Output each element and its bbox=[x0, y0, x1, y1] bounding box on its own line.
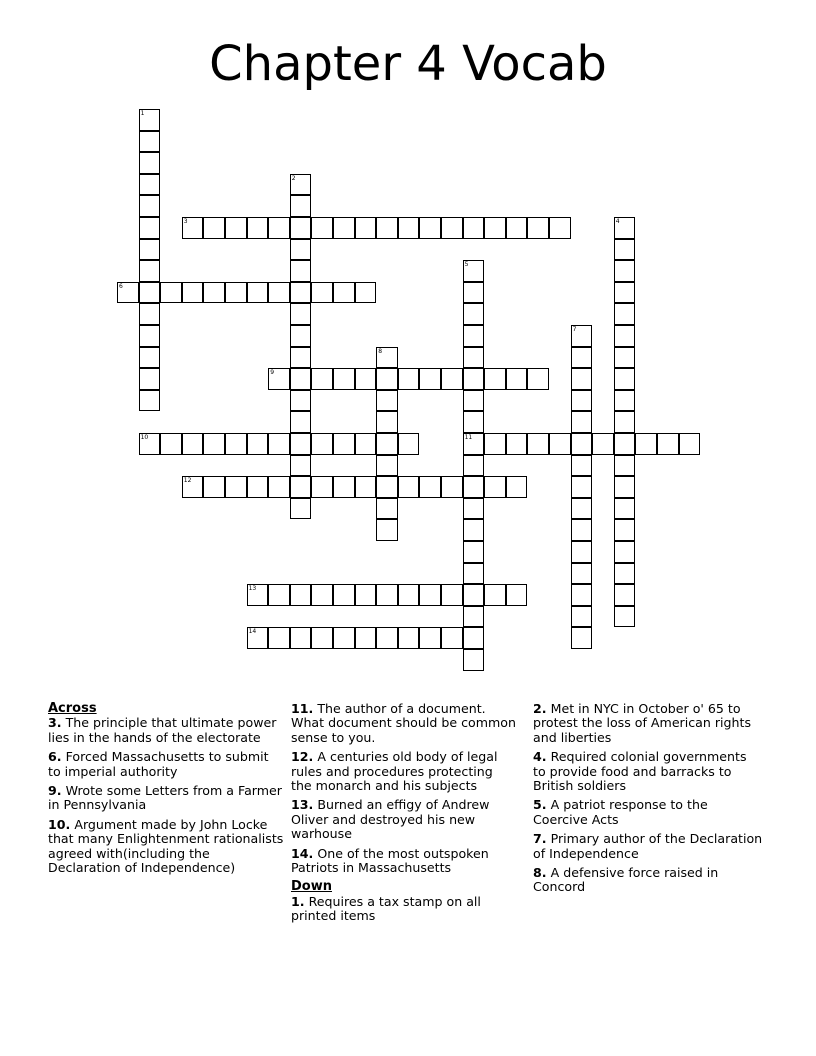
grid-cell[interactable] bbox=[139, 368, 161, 390]
clue-item bbox=[533, 750, 763, 793]
clue-item bbox=[48, 784, 284, 813]
grid-cell[interactable] bbox=[355, 584, 377, 606]
grid-cell[interactable] bbox=[614, 260, 636, 282]
grid-cell[interactable] bbox=[463, 390, 485, 412]
grid-cell[interactable] bbox=[247, 217, 269, 239]
grid-cell[interactable] bbox=[203, 433, 225, 455]
clue-text: Primary author of the Declaration of Independence bbox=[533, 831, 763, 861]
clue-item bbox=[48, 750, 284, 779]
clue-text: Burned an effigy of Andrew Oliver and destroyed his new warhouse bbox=[291, 797, 490, 842]
grid-cell[interactable] bbox=[398, 476, 420, 498]
grid-cell[interactable] bbox=[614, 325, 636, 347]
cell-number: 4 bbox=[615, 218, 620, 225]
grid-cell[interactable] bbox=[247, 433, 269, 455]
grid-cell[interactable] bbox=[419, 217, 441, 239]
grid-cell[interactable] bbox=[484, 368, 506, 390]
grid-cell[interactable] bbox=[614, 541, 636, 563]
grid-cell[interactable] bbox=[311, 476, 333, 498]
grid-cell[interactable] bbox=[614, 282, 636, 304]
grid-cell[interactable] bbox=[290, 584, 312, 606]
grid-cell[interactable] bbox=[571, 455, 593, 477]
clue-item bbox=[291, 798, 517, 841]
grid-cell[interactable] bbox=[571, 606, 593, 628]
grid-cell[interactable] bbox=[571, 627, 593, 649]
grid-cell[interactable] bbox=[614, 455, 636, 477]
grid-cell[interactable] bbox=[571, 563, 593, 585]
grid-cell[interactable] bbox=[506, 368, 528, 390]
grid-cell[interactable] bbox=[571, 498, 593, 520]
grid-cell[interactable] bbox=[139, 195, 161, 217]
grid-cell[interactable] bbox=[376, 455, 398, 477]
grid-cell[interactable] bbox=[290, 282, 312, 304]
grid-cell[interactable] bbox=[160, 433, 182, 455]
grid-cell[interactable] bbox=[355, 627, 377, 649]
grid-cell[interactable] bbox=[463, 303, 485, 325]
grid-cell[interactable] bbox=[527, 217, 549, 239]
grid-cell[interactable] bbox=[441, 584, 463, 606]
grid-cell[interactable] bbox=[614, 390, 636, 412]
grid-cell[interactable] bbox=[376, 584, 398, 606]
grid-cell[interactable] bbox=[398, 368, 420, 390]
clue-text: A defensive force raised in Concord bbox=[533, 865, 719, 895]
clue-item bbox=[291, 847, 517, 876]
clue-number: 5. bbox=[533, 797, 547, 813]
grid-cell[interactable] bbox=[679, 433, 701, 455]
grid-cell[interactable] bbox=[311, 584, 333, 606]
grid-cell[interactable] bbox=[614, 606, 636, 628]
grid-cell[interactable] bbox=[139, 239, 161, 261]
cell-number: 5 bbox=[464, 261, 469, 269]
grid-cell[interactable] bbox=[463, 411, 485, 433]
grid-cell[interactable] bbox=[139, 303, 161, 325]
clue-text: Met in NYC in October o' 65 to protest the loss of American rights and liberties bbox=[533, 701, 752, 745]
grid-cell[interactable] bbox=[311, 433, 333, 455]
grid-cell[interactable] bbox=[225, 217, 247, 239]
grid-cell[interactable] bbox=[290, 347, 312, 369]
clue-item bbox=[533, 798, 763, 827]
grid-cell[interactable] bbox=[290, 303, 312, 325]
cell-number: 10 bbox=[140, 434, 149, 441]
clue-number: 14. bbox=[291, 845, 314, 861]
grid-cell[interactable] bbox=[571, 347, 593, 369]
grid-cell[interactable] bbox=[484, 433, 506, 455]
grid-cell[interactable] bbox=[506, 433, 528, 455]
grid-cell[interactable] bbox=[571, 584, 593, 606]
grid-cell[interactable] bbox=[527, 433, 549, 455]
grid-cell[interactable] bbox=[463, 368, 485, 390]
clue-number: 6. bbox=[48, 749, 62, 765]
grid-cell[interactable] bbox=[571, 368, 593, 390]
grid-cell[interactable] bbox=[268, 217, 290, 239]
cell-number: 11 bbox=[464, 434, 473, 441]
grid-cell[interactable] bbox=[225, 433, 247, 455]
grid-cell[interactable] bbox=[463, 498, 485, 520]
grid-cell[interactable] bbox=[614, 563, 636, 585]
grid-cell[interactable] bbox=[376, 476, 398, 498]
grid-cell[interactable] bbox=[290, 498, 312, 520]
clue-item bbox=[48, 818, 284, 876]
grid-cell[interactable] bbox=[311, 217, 333, 239]
grid-cell[interactable] bbox=[376, 433, 398, 455]
grid-cell[interactable] bbox=[506, 476, 528, 498]
grid-cell[interactable] bbox=[463, 455, 485, 477]
grid-cell[interactable] bbox=[376, 498, 398, 520]
grid-cell[interactable] bbox=[333, 282, 355, 304]
clue-text: The principle that ultimate power lies in the hands of the electorate bbox=[48, 715, 277, 745]
grid-cell[interactable] bbox=[614, 303, 636, 325]
grid-cell[interactable] bbox=[549, 217, 571, 239]
clue-text: Wrote some Letters from a Farmer in Pennsylvania bbox=[48, 783, 282, 813]
cell-number: 7 bbox=[572, 326, 577, 333]
grid-cell[interactable] bbox=[333, 584, 355, 606]
grid-cell[interactable] bbox=[139, 325, 161, 347]
grid-cell[interactable] bbox=[398, 584, 420, 606]
grid-cell[interactable] bbox=[484, 217, 506, 239]
grid-cell[interactable] bbox=[376, 390, 398, 412]
grid-cell[interactable] bbox=[592, 433, 614, 455]
grid-cell[interactable] bbox=[290, 433, 312, 455]
grid-cell[interactable] bbox=[376, 627, 398, 649]
grid-cell[interactable] bbox=[419, 368, 441, 390]
clue-text: The author of a document. What document should be common sense to you. bbox=[291, 701, 516, 745]
grid-cell[interactable] bbox=[614, 584, 636, 606]
grid-cell[interactable] bbox=[614, 519, 636, 541]
grid-cell[interactable] bbox=[247, 282, 269, 304]
grid-cell[interactable] bbox=[463, 217, 485, 239]
clue-text: Requires a tax stamp on all printed items bbox=[291, 893, 481, 924]
clue-text: Argument made by John Locke that many Enlightenment rationalists agreed with(including the Declaration of Independence) bbox=[48, 816, 284, 876]
grid-cell[interactable] bbox=[333, 627, 355, 649]
clue-item bbox=[533, 866, 763, 895]
clue-number: 9. bbox=[48, 783, 62, 799]
clue-text: A patriot response to the Coercive Acts bbox=[533, 797, 708, 827]
clue-item bbox=[291, 895, 517, 924]
clue-text: One of the most outspoken Patriots in Massachusetts bbox=[291, 845, 489, 876]
grid-cell[interactable] bbox=[549, 433, 571, 455]
grid-cell[interactable] bbox=[398, 627, 420, 649]
cell-number: 1 bbox=[140, 110, 145, 117]
cell-number: 14 bbox=[248, 628, 257, 636]
grid-cell[interactable] bbox=[463, 627, 485, 649]
grid-cell[interactable] bbox=[463, 541, 485, 563]
clue-item bbox=[48, 716, 284, 745]
grid-cell[interactable] bbox=[182, 282, 204, 304]
clue-number: 3. bbox=[48, 715, 62, 731]
grid-cell[interactable] bbox=[333, 217, 355, 239]
clue-column-2 bbox=[291, 702, 517, 929]
grid-cell[interactable] bbox=[614, 476, 636, 498]
grid-cell[interactable] bbox=[463, 476, 485, 498]
grid-cell[interactable] bbox=[139, 390, 161, 412]
grid-cell[interactable] bbox=[203, 476, 225, 498]
grid-cell[interactable] bbox=[527, 368, 549, 390]
clue-item bbox=[533, 832, 763, 861]
grid-cell[interactable] bbox=[398, 433, 420, 455]
clue-column-3 bbox=[533, 702, 763, 900]
grid-cell[interactable] bbox=[290, 260, 312, 282]
grid-cell[interactable] bbox=[203, 282, 225, 304]
grid-cell[interactable] bbox=[376, 519, 398, 541]
grid-cell[interactable] bbox=[333, 433, 355, 455]
clue-number: 1. bbox=[291, 893, 305, 909]
clue-number: 12. bbox=[291, 749, 314, 765]
grid-cell[interactable] bbox=[139, 282, 161, 304]
grid-cell[interactable] bbox=[571, 476, 593, 498]
grid-cell[interactable] bbox=[311, 627, 333, 649]
grid-cell[interactable] bbox=[139, 260, 161, 282]
grid-cell[interactable] bbox=[463, 282, 485, 304]
clue-number: 10. bbox=[48, 816, 71, 832]
grid-cell[interactable] bbox=[398, 217, 420, 239]
grid-cell[interactable] bbox=[571, 541, 593, 563]
grid-cell[interactable] bbox=[463, 649, 485, 671]
grid-cell[interactable] bbox=[290, 239, 312, 261]
grid-cell[interactable] bbox=[139, 152, 161, 174]
grid-cell[interactable] bbox=[355, 476, 377, 498]
grid-cell[interactable] bbox=[268, 627, 290, 649]
grid-cell[interactable] bbox=[355, 282, 377, 304]
clue-text: A centuries old body of legal rules and procedures protecting the monarch and his subjects bbox=[291, 749, 498, 794]
cell-number: 2 bbox=[291, 174, 296, 182]
clue-text: Forced Massachusetts to submit to imperial authority bbox=[48, 749, 269, 779]
grid-cell[interactable] bbox=[355, 217, 377, 239]
grid-cell[interactable] bbox=[268, 584, 290, 606]
grid-cell[interactable] bbox=[506, 217, 528, 239]
grid-cell[interactable] bbox=[268, 476, 290, 498]
grid-cell[interactable] bbox=[463, 606, 485, 628]
grid-cell[interactable] bbox=[290, 325, 312, 347]
grid-cell[interactable] bbox=[139, 174, 161, 196]
grid-cell[interactable] bbox=[571, 390, 593, 412]
clue-heading: Across bbox=[48, 701, 97, 716]
grid-cell[interactable] bbox=[139, 131, 161, 153]
grid-cell[interactable] bbox=[333, 368, 355, 390]
grid-cell[interactable] bbox=[311, 368, 333, 390]
cell-number: 8 bbox=[378, 347, 383, 355]
grid-cell[interactable] bbox=[635, 433, 657, 455]
grid-cell[interactable] bbox=[355, 368, 377, 390]
grid-cell[interactable] bbox=[290, 368, 312, 390]
grid-cell[interactable] bbox=[376, 217, 398, 239]
clue-heading: Down bbox=[291, 879, 332, 895]
grid-cell[interactable] bbox=[290, 455, 312, 477]
clue-number: 13. bbox=[291, 797, 314, 813]
clue-column-1 bbox=[48, 702, 284, 880]
grid-cell[interactable] bbox=[139, 347, 161, 369]
grid-cell[interactable] bbox=[506, 584, 528, 606]
grid-cell[interactable] bbox=[614, 498, 636, 520]
grid-cell[interactable] bbox=[290, 627, 312, 649]
grid-cell[interactable] bbox=[441, 627, 463, 649]
grid-cell[interactable] bbox=[419, 627, 441, 649]
clue-text: Required colonial governments to provide food and barracks to British soldiers bbox=[533, 749, 747, 794]
grid-cell[interactable] bbox=[203, 217, 225, 239]
clue-number: 7. bbox=[533, 831, 547, 847]
clue-number: 2. bbox=[533, 701, 547, 716]
grid-cell[interactable] bbox=[160, 282, 182, 304]
grid-cell[interactable] bbox=[463, 563, 485, 585]
grid-cell[interactable] bbox=[333, 476, 355, 498]
grid-cell[interactable] bbox=[484, 584, 506, 606]
grid-cell[interactable] bbox=[139, 217, 161, 239]
grid-cell[interactable] bbox=[290, 390, 312, 412]
clue-item bbox=[291, 702, 517, 745]
grid-cell[interactable] bbox=[419, 584, 441, 606]
grid-cell[interactable] bbox=[290, 411, 312, 433]
grid-cell[interactable] bbox=[571, 519, 593, 541]
grid-cell[interactable] bbox=[484, 476, 506, 498]
grid-cell[interactable] bbox=[355, 433, 377, 455]
clue-number: 8. bbox=[533, 865, 547, 881]
grid-cell[interactable] bbox=[571, 411, 593, 433]
grid-cell[interactable] bbox=[376, 411, 398, 433]
grid-cell[interactable] bbox=[182, 433, 204, 455]
grid-cell[interactable] bbox=[463, 347, 485, 369]
grid-cell[interactable] bbox=[614, 368, 636, 390]
clue-number: 11. bbox=[291, 701, 314, 716]
clue-item bbox=[291, 750, 517, 793]
grid-cell[interactable] bbox=[225, 476, 247, 498]
cell-number: 3 bbox=[183, 218, 188, 225]
grid-cell[interactable] bbox=[441, 217, 463, 239]
cell-number: 12 bbox=[183, 477, 192, 485]
grid-cell[interactable] bbox=[571, 433, 593, 455]
grid-cell[interactable] bbox=[247, 476, 269, 498]
grid-cell[interactable] bbox=[657, 433, 679, 455]
grid-cell[interactable] bbox=[441, 368, 463, 390]
cell-number: 13 bbox=[248, 585, 257, 593]
clue-number: 4. bbox=[533, 749, 547, 765]
grid-cell[interactable] bbox=[290, 195, 312, 217]
cell-number: 6 bbox=[119, 282, 123, 290]
grid-cell[interactable] bbox=[614, 347, 636, 369]
grid-cell[interactable] bbox=[463, 519, 485, 541]
grid-cell[interactable] bbox=[463, 584, 485, 606]
grid-cell[interactable] bbox=[376, 368, 398, 390]
grid-cell[interactable] bbox=[268, 433, 290, 455]
grid-cell[interactable] bbox=[225, 282, 247, 304]
grid-cell[interactable] bbox=[290, 476, 312, 498]
grid-cell[interactable] bbox=[614, 239, 636, 261]
grid-cell[interactable] bbox=[268, 282, 290, 304]
grid-cell[interactable] bbox=[441, 476, 463, 498]
grid-cell[interactable] bbox=[311, 282, 333, 304]
grid-cell[interactable] bbox=[463, 325, 485, 347]
cell-number: 9 bbox=[270, 369, 275, 377]
page-title: Chapter 4 Vocab bbox=[209, 36, 607, 92]
grid-cell[interactable] bbox=[614, 433, 636, 455]
grid-cell[interactable] bbox=[419, 476, 441, 498]
clue-item bbox=[533, 702, 763, 745]
grid-cell[interactable] bbox=[290, 217, 312, 239]
grid-cell[interactable] bbox=[614, 411, 636, 433]
